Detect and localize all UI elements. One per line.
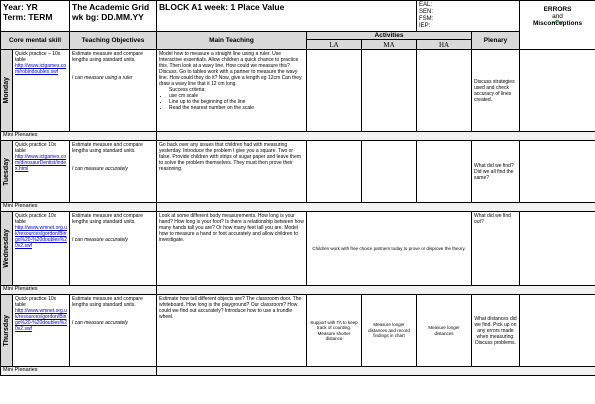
day-label-wednesday: Wednesday	[1, 212, 13, 286]
mini-plenary-row	[1, 367, 595, 376]
criteria-item: • Read the nearest number on the scale	[169, 105, 304, 111]
can-statement: I can measure accurately	[72, 237, 128, 243]
year-term-cell	[1, 1, 70, 32]
ma-activity-cell	[362, 50, 417, 132]
ha-header: HA	[417, 40, 472, 50]
mini-plenary-notes	[157, 367, 595, 376]
errors-label: ERRORS	[543, 6, 572, 13]
objective-cell	[70, 295, 157, 367]
core-skill-title: Quick practice 10x table	[15, 296, 57, 308]
main-teaching-cell: Estimate how tall different objects are? The classroom door. The whiteboard. How long is the playground? Our classroom? How could we find out accurately? Introduce how to use a trundle wheel.	[157, 295, 307, 367]
criteria-item: • use cm scale	[169, 93, 304, 99]
core-skill-header: Core mental skill	[1, 32, 70, 50]
ma-activity-cell	[362, 141, 417, 203]
core-skill-link[interactable]: http://www.wmnet.org.uk/resources/gordon/Bingo%20-%20doubles%20v2.swf	[15, 308, 67, 332]
objective-text: Estimate measure and compare lengths using standard units.	[72, 142, 143, 154]
criteria-item: • Line up to the beginning of the line	[169, 99, 304, 105]
objectives-header: Teaching Objectives	[70, 32, 157, 50]
success-criteria-title: Success criteria:	[169, 87, 206, 93]
mini-plenary-row	[1, 203, 595, 212]
plenary-cell: What distances did we find. Pick up on any errors made when measuring. Discuss problems.	[472, 295, 520, 367]
core-skill-cell	[13, 50, 70, 132]
main-teaching-cell: Go back over any issues that children had with measuring yesterday. Introduce the problem I give you a square. Two or false. Provide children with strips of sugar paper and leave them to solve the problem themselves. They must then prove their reasoning.	[157, 141, 307, 203]
plenary-cell: Discuss strategies used and check accuracy of lines created.	[472, 50, 520, 132]
core-skill-link[interactable]: http://www.ictgames.com/dinosaurDentist/index.html	[15, 154, 67, 172]
core-skill-cell	[13, 295, 70, 367]
errors-notes-cell	[520, 295, 595, 367]
can-statement: I can measure accurately	[72, 166, 128, 172]
main-teaching-header: Main Teaching	[157, 32, 307, 50]
main-teaching-cell: Look at some different body measurements. How long is your hand? How long is your foot? Is there a relationship between how many hands tall you are? Or how many feet tall you are. Model how to measure a hand or foot accurately and allow children to investigate.	[157, 212, 307, 286]
mini-plenary-row	[1, 132, 595, 141]
main-teaching-cell	[157, 50, 307, 132]
mini-plenary-notes	[157, 203, 595, 212]
week-beginning: wk bg: DD.MM.YY	[72, 12, 144, 22]
plenary-cell: What did we find? Did we all find the same?	[472, 141, 520, 203]
can-statement: I can measure using a ruler	[72, 75, 133, 81]
core-skill-link[interactable]: http://www.ictgames.com/robindoubles.swf	[15, 63, 67, 75]
eal-label: EAL:	[419, 2, 433, 8]
grid-title-cell	[70, 1, 157, 32]
mini-plenary-label: Mini Plenaries	[1, 203, 157, 212]
ha-activity-cell	[417, 141, 472, 203]
tuesday-row	[1, 141, 595, 203]
term-label: Term: TERM	[3, 12, 53, 22]
core-skill-title: Quick practice 10x table	[15, 213, 57, 225]
day-label-tuesday: Tuesday	[1, 141, 13, 203]
ma-header: MA	[362, 40, 417, 50]
objective-text: Estimate measure and compare lengths using standard units.	[72, 213, 143, 225]
objective-text: Estimate measure and compare lengths using standard units.	[72, 296, 143, 308]
objective-cell	[70, 212, 157, 286]
objective-text: Estimate measure and compare lengths using standard units.	[72, 51, 143, 63]
core-skill-cell	[13, 141, 70, 203]
mini-plenary-label: Mini Plenaries	[1, 132, 157, 141]
mini-plenary-label: Mini Plenaries	[1, 367, 157, 376]
objective-cell	[70, 50, 157, 132]
la-activity-cell: Support with TA to keep track of counting. Measure shorter distance	[307, 295, 362, 367]
plenary-header: Plenary	[472, 32, 520, 50]
core-skill-title: Quick practice – 10x table	[15, 51, 61, 63]
main-teaching-text: Model how to measure a straight line using a ruler. Use Interactive essentials. Allow children a quick chance to practice this. Then look at a wavy line. How could we measure this? Discuss. Go to tables work with a partner to measure the wavy line. How could they do it? Now, give a length eg 12cm Can they draw a wavy line that it 12 cm long.	[159, 51, 302, 87]
errors-notes-cell	[520, 141, 595, 203]
core-skill-link[interactable]: http://www.wmnet.org.uk/resources/gordon/Bingo%20-%20doubles%20v2.swf	[15, 225, 67, 249]
block-title: BLOCK A1 week: 1 Place Value	[157, 1, 417, 32]
ha-activity-cell	[417, 50, 472, 132]
monday-row	[1, 50, 595, 132]
errors-notes-cell	[520, 212, 595, 286]
mini-plenary-notes	[157, 132, 595, 141]
activities-all-cell: Children work with free choice partners today to prove or disprove the theory.	[307, 212, 472, 286]
iep-label: IEP:	[419, 23, 431, 29]
errors-cell	[520, 1, 595, 50]
day-label-thursday: Thursday	[1, 295, 13, 367]
pupil-groups-cell	[417, 1, 520, 32]
core-skill-title: Quick practice 10x table	[15, 142, 57, 154]
activities-header: Activities	[307, 32, 472, 40]
year-label: Year: YR	[3, 2, 38, 12]
plenary-cell: What did we find out?	[472, 212, 520, 286]
thursday-row	[1, 295, 595, 367]
mini-plenary-label: Mini Plenaries	[1, 286, 157, 295]
fsm-label: FSM:	[419, 16, 434, 22]
sen-label: SEN:	[419, 9, 434, 15]
misconceptions-label: Misconceptions	[532, 20, 583, 27]
core-skill-cell	[13, 212, 70, 286]
success-criteria-list	[159, 87, 304, 111]
and-label: and	[552, 13, 563, 20]
mini-plenary-notes	[157, 286, 595, 295]
la-activity-cell	[307, 141, 362, 203]
wednesday-row	[1, 212, 595, 286]
la-header: LA	[307, 40, 362, 50]
grid-title: The Academic Grid	[72, 2, 150, 12]
ma-activity-cell: Measure longer distances and record findings in chart	[362, 295, 417, 367]
day-label-monday: Monday	[1, 50, 13, 132]
can-statement: I can measure accurately	[72, 320, 128, 326]
objective-cell	[70, 141, 157, 203]
errors-notes-cell	[520, 50, 595, 132]
ha-activity-cell: Measure longer distances	[417, 295, 472, 367]
la-activity-cell	[307, 50, 362, 132]
mini-plenary-row	[1, 286, 595, 295]
